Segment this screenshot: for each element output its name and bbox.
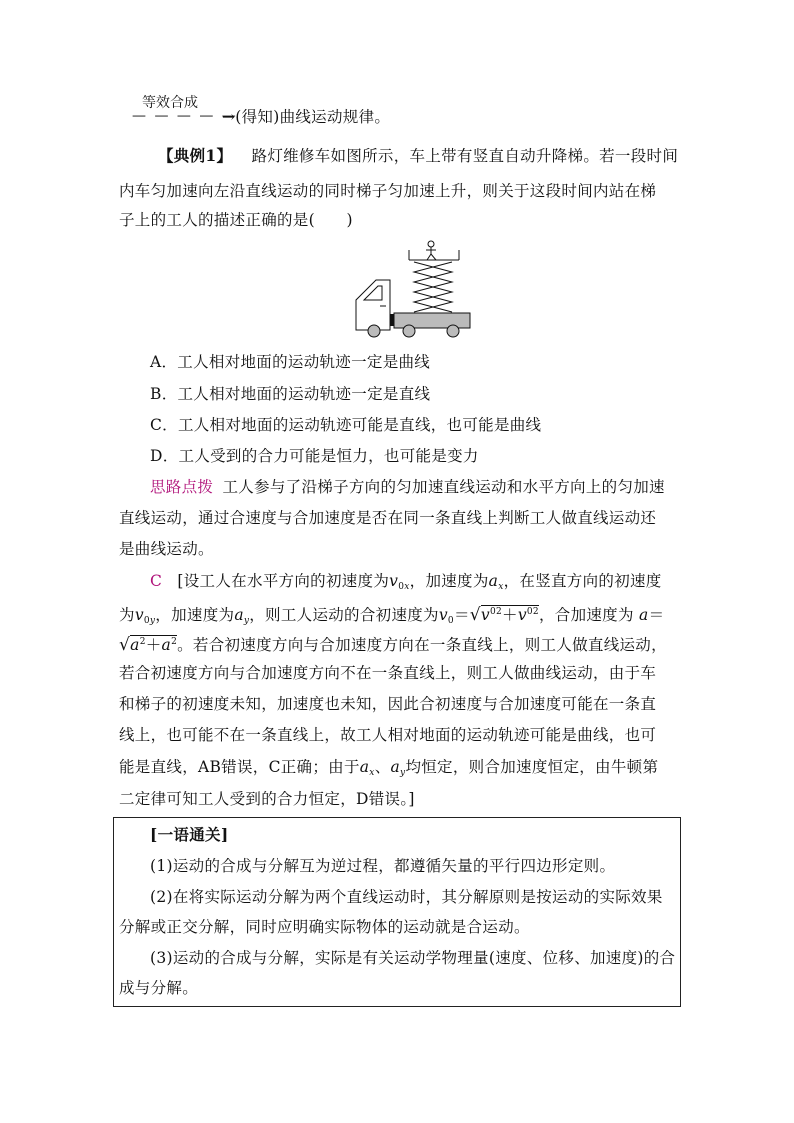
summary-item-3-cont: 成与分解。 xyxy=(119,979,199,997)
answer-line-3: $√a^2+a^2$。若合初速度方向与合加速度方向在一条直线上，则工人做直线运动， xyxy=(119,635,667,655)
example-tag: 【典例1】 xyxy=(158,146,233,165)
option-c: C．工人相对地面的运动轨迹可能是直线，也可能是曲线 xyxy=(150,416,542,434)
option-d: D．工人受到的合力可能是恒力，也可能是变力 xyxy=(150,447,479,465)
answer-line-1: C [设工人在水平方向的初速度为$v_{0x}$，加速度为$a_x$，在竖直方向的初速度 xyxy=(150,572,662,592)
summary-item-2-cont: 分解或正交分解，同时应明确实际物体的运动就是合运动。 xyxy=(119,918,530,936)
summary-box xyxy=(113,817,681,1007)
example-line-1 xyxy=(158,146,678,166)
option-a: A．工人相对地面的运动轨迹一定是曲线 xyxy=(150,353,431,371)
arrow-label: 等效合成 xyxy=(142,95,198,111)
summary-title: [一语通关] xyxy=(150,825,229,844)
hint-line-1 xyxy=(150,477,665,497)
option-b: B．工人相对地面的运动轨迹一定是直线 xyxy=(150,385,431,403)
hint-line-2: 直线运动，通过合速度与合加速度是否在同一条直线上判断工人做直线运动还 xyxy=(119,509,657,527)
answer-line-7: 能是直线，AB错误，C正确；由于$a_x$、$a_y$均恒定，则合加速度恒定，由牛顿第 xyxy=(119,758,659,778)
hint-line-3: 是曲线运动。 xyxy=(119,540,214,558)
answer-line-4: 若合初速度方向与合加速度方向不在一条直线上，则工人做曲线运动，由于车 xyxy=(119,664,657,682)
summary-item-1: (1)运动的合成与分解互为逆过程，都遵循矢量的平行四边形定则。 xyxy=(150,857,616,875)
hint-text-1: 工人参与了沿梯子方向的匀加速直线运动和水平方向上的匀加速 xyxy=(222,478,665,496)
hint-label: 思路点拨 xyxy=(150,478,214,496)
answer-letter: C xyxy=(150,572,163,590)
summary-item-3: (3)运动的合成与分解，实际是有关运动学物理量(速度、位移、加速度)的合 xyxy=(150,949,676,967)
example-text-1: 路灯维修车如图所示，车上带有竖直自动升降梯。若一段时间 xyxy=(251,147,679,165)
arrow-dashes: — — — — — xyxy=(132,108,238,124)
example-line-3: 子上的工人的描述正确的是( ) xyxy=(119,211,353,229)
summary-item-2: (2)在将实际运动分解为两个直线运动时，其分解原则是按运动的实际效果 xyxy=(150,888,663,906)
answer-line-2: 为$v_{0y}$，加速度为$a_y$，则工人运动的合初速度为$v_0=√v^{02}+v^{02}$，合加速度为 a＝ xyxy=(119,605,665,626)
answer-line-6: 线上，也可能不在一条直线上，故工人相对地面的运动轨迹可能是曲线，也可 xyxy=(119,726,657,744)
repair-truck-figure xyxy=(352,238,474,338)
answer-line-5: 和梯子的初速度未知，加速度也未知，因此合初速度与合加速度可能在一条直 xyxy=(119,695,657,713)
example-line-2: 内车匀加速向左沿直线运动的同时梯子匀加速上升，则关于这段时间内站在梯 xyxy=(119,182,657,200)
answer-line-8: 二定律可知工人受到的合力恒定，D错误。] xyxy=(119,790,415,808)
intro-text: →(得知)曲线运动规律。 xyxy=(222,108,391,126)
